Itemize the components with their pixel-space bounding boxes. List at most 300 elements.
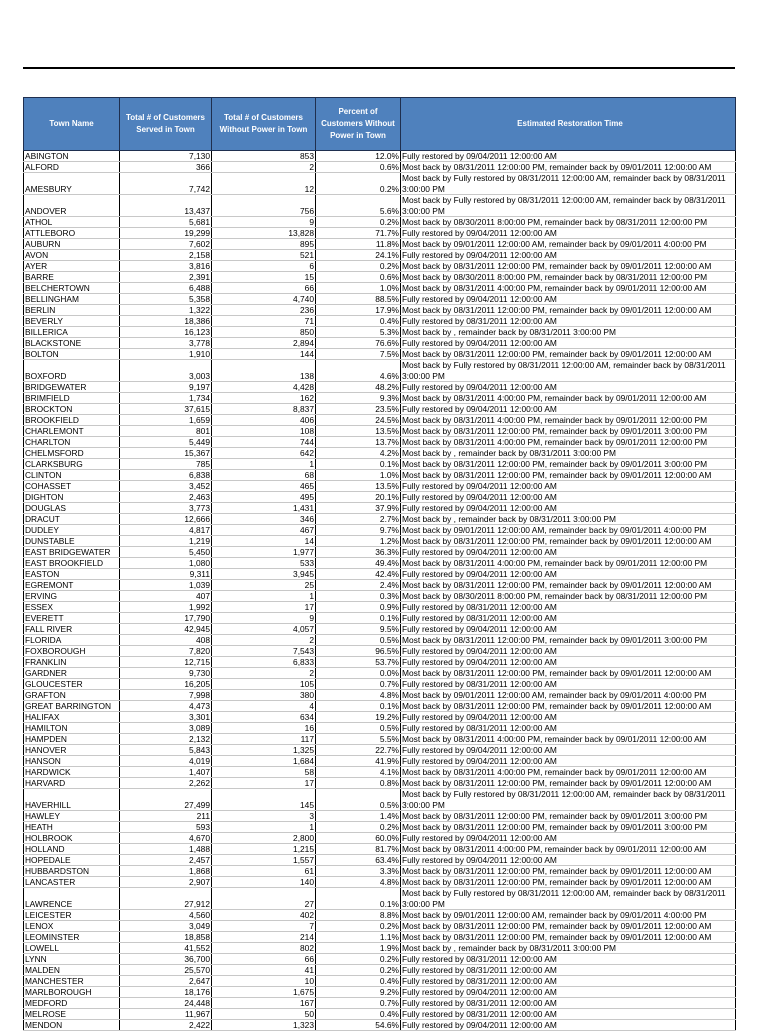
restoration-time-cell: Most back by 08/31/2011 4:00:00 PM, remainder back by 09/01/2011 12:00:00 AM <box>401 393 736 404</box>
table-row <box>24 998 736 1009</box>
percent-cell: 13.5% <box>316 481 401 492</box>
total-cell: 593 <box>120 822 212 833</box>
percent-cell: 5.6% <box>316 195 401 217</box>
town-cell: MELROSE <box>24 1009 120 1020</box>
total-cell: 4,019 <box>120 756 212 767</box>
table-row <box>24 151 736 162</box>
without-cell: 2 <box>212 668 316 679</box>
restoration-time-cell: Most back by 08/31/2011 4:00:00 PM, remainder back by 09/01/2011 12:00:00 AM <box>401 767 736 778</box>
percent-cell: 2.4% <box>316 580 401 591</box>
town-cell: LYNN <box>24 954 120 965</box>
header-town: Town Name <box>24 98 120 151</box>
percent-cell: 0.3% <box>316 591 401 602</box>
town-cell: BROCKTON <box>24 404 120 415</box>
percent-cell: 13.7% <box>316 437 401 448</box>
total-cell: 2,647 <box>120 976 212 987</box>
table-row <box>24 514 736 525</box>
total-cell: 3,773 <box>120 503 212 514</box>
total-cell: 1,407 <box>120 767 212 778</box>
restoration-time-cell: Most back by Fully restored by 08/31/2011 12:00:00 AM, remainder back by 08/31/2011 3:00:00 PM <box>401 888 736 910</box>
percent-cell: 3.3% <box>316 866 401 877</box>
town-cell: BELCHERTOWN <box>24 283 120 294</box>
percent-cell: 0.4% <box>316 1009 401 1020</box>
town-cell: BOLTON <box>24 349 120 360</box>
without-cell: 406 <box>212 415 316 426</box>
town-cell: HANSON <box>24 756 120 767</box>
without-cell: 9 <box>212 217 316 228</box>
town-cell: FRANKLIN <box>24 657 120 668</box>
total-cell: 12,666 <box>120 514 212 525</box>
restoration-time-cell: Most back by 08/31/2011 4:00:00 PM, remainder back by 09/01/2011 12:00:00 PM <box>401 558 736 569</box>
table-row <box>24 283 736 294</box>
without-cell: 3 <box>212 811 316 822</box>
without-cell: 71 <box>212 316 316 327</box>
town-cell: HOLBROOK <box>24 833 120 844</box>
restoration-time-cell: Fully restored by 09/04/2011 12:00:00 AM <box>401 481 736 492</box>
without-cell: 380 <box>212 690 316 701</box>
restoration-time-cell: Fully restored by 09/04/2011 12:00:00 AM <box>401 492 736 503</box>
total-cell: 5,681 <box>120 217 212 228</box>
without-cell: 138 <box>212 360 316 382</box>
town-cell: BEVERLY <box>24 316 120 327</box>
table-row <box>24 954 736 965</box>
town-cell: BROOKFIELD <box>24 415 120 426</box>
total-cell: 1,868 <box>120 866 212 877</box>
table-row <box>24 844 736 855</box>
total-cell: 2,463 <box>120 492 212 503</box>
total-cell: 5,843 <box>120 745 212 756</box>
percent-cell: 1.2% <box>316 536 401 547</box>
percent-cell: 4.6% <box>316 360 401 382</box>
without-cell: 13,828 <box>212 228 316 239</box>
table-row <box>24 734 736 745</box>
table-row <box>24 932 736 943</box>
total-cell: 211 <box>120 811 212 822</box>
table-row <box>24 404 736 415</box>
restoration-time-cell: Most back by 09/01/2011 12:00:00 AM, remainder back by 09/01/2011 4:00:00 PM <box>401 910 736 921</box>
total-cell: 41,552 <box>120 943 212 954</box>
table-row <box>24 272 736 283</box>
total-cell: 1,659 <box>120 415 212 426</box>
percent-cell: 81.7% <box>316 844 401 855</box>
table-row <box>24 723 736 734</box>
header-total: Total # of Customers Served in Town <box>120 98 212 151</box>
town-cell: BARRE <box>24 272 120 283</box>
table-row <box>24 470 736 481</box>
table-row <box>24 591 736 602</box>
total-cell: 16,123 <box>120 327 212 338</box>
table-body <box>24 151 736 1031</box>
table-row <box>24 327 736 338</box>
without-cell: 2 <box>212 162 316 173</box>
total-cell: 7,820 <box>120 646 212 657</box>
without-cell: 6,833 <box>212 657 316 668</box>
without-cell: 7 <box>212 921 316 932</box>
total-cell: 15,367 <box>120 448 212 459</box>
without-cell: 642 <box>212 448 316 459</box>
town-cell: BLACKSTONE <box>24 338 120 349</box>
restoration-time-cell: Fully restored by 09/04/2011 12:00:00 AM <box>401 833 736 844</box>
restoration-time-cell: Fully restored by 08/31/2011 12:00:00 AM <box>401 679 736 690</box>
without-cell: 1,675 <box>212 987 316 998</box>
town-cell: ABINGTON <box>24 151 120 162</box>
restoration-time-cell: Most back by 08/31/2011 4:00:00 PM, remainder back by 09/01/2011 12:00:00 PM <box>401 437 736 448</box>
town-cell: HARDWICK <box>24 767 120 778</box>
table-row <box>24 448 736 459</box>
table-row <box>24 250 736 261</box>
without-cell: 802 <box>212 943 316 954</box>
total-cell: 2,457 <box>120 855 212 866</box>
without-cell: 25 <box>212 580 316 591</box>
without-cell: 41 <box>212 965 316 976</box>
percent-cell: 0.2% <box>316 822 401 833</box>
town-cell: BILLERICA <box>24 327 120 338</box>
table-row <box>24 745 736 756</box>
percent-cell: 41.9% <box>316 756 401 767</box>
town-cell: CLARKSBURG <box>24 459 120 470</box>
town-cell: CHELMSFORD <box>24 448 120 459</box>
without-cell: 1 <box>212 459 316 470</box>
table-row <box>24 789 736 811</box>
restoration-time-cell: Fully restored by 08/31/2011 12:00:00 AM <box>401 613 736 624</box>
total-cell: 1,734 <box>120 393 212 404</box>
restoration-time-cell: Most back by 08/31/2011 12:00:00 PM, remainder back by 09/01/2011 12:00:00 AM <box>401 877 736 888</box>
town-cell: ANDOVER <box>24 195 120 217</box>
restoration-time-cell: Most back by , remainder back by 08/31/2011 3:00:00 PM <box>401 448 736 459</box>
percent-cell: 1.4% <box>316 811 401 822</box>
percent-cell: 5.5% <box>316 734 401 745</box>
restoration-time-cell: Most back by 08/31/2011 12:00:00 PM, remainder back by 09/01/2011 3:00:00 PM <box>401 635 736 646</box>
table-row <box>24 811 736 822</box>
without-cell: 895 <box>212 239 316 250</box>
total-cell: 3,003 <box>120 360 212 382</box>
restoration-time-cell: Fully restored by 08/31/2011 12:00:00 AM <box>401 998 736 1009</box>
without-cell: 144 <box>212 349 316 360</box>
town-cell: HEATH <box>24 822 120 833</box>
town-cell: GLOUCESTER <box>24 679 120 690</box>
town-cell: HOPEDALE <box>24 855 120 866</box>
table-row <box>24 195 736 217</box>
total-cell: 4,473 <box>120 701 212 712</box>
restoration-time-cell: Most back by 08/31/2011 12:00:00 PM, remainder back by 09/01/2011 12:00:00 AM <box>401 536 736 547</box>
restoration-time-cell: Fully restored by 09/04/2011 12:00:00 AM <box>401 987 736 998</box>
restoration-time-cell: Fully restored by 08/31/2011 12:00:00 AM <box>401 1009 736 1020</box>
table-row <box>24 943 736 954</box>
table-row <box>24 778 736 789</box>
table-row <box>24 503 736 514</box>
restoration-time-cell: Most back by 08/31/2011 12:00:00 PM, remainder back by 09/01/2011 12:00:00 AM <box>401 866 736 877</box>
percent-cell: 71.7% <box>316 228 401 239</box>
town-cell: LENOX <box>24 921 120 932</box>
total-cell: 37,615 <box>120 404 212 415</box>
restoration-time-cell: Most back by 09/01/2011 12:00:00 AM, remainder back by 09/01/2011 4:00:00 PM <box>401 525 736 536</box>
table-row <box>24 228 736 239</box>
restoration-time-cell: Most back by 08/31/2011 12:00:00 PM, remainder back by 09/01/2011 12:00:00 AM <box>401 668 736 679</box>
without-cell: 162 <box>212 393 316 404</box>
table-row <box>24 965 736 976</box>
total-cell: 6,488 <box>120 283 212 294</box>
table-row <box>24 822 736 833</box>
percent-cell: 1.0% <box>316 283 401 294</box>
restoration-time-cell: Most back by Fully restored by 08/31/2011 12:00:00 AM, remainder back by 08/31/2011 3:00:00 PM <box>401 195 736 217</box>
restoration-time-cell: Fully restored by 09/04/2011 12:00:00 AM <box>401 294 736 305</box>
table-row <box>24 338 736 349</box>
restoration-time-cell: Most back by 08/31/2011 12:00:00 PM, remainder back by 09/01/2011 12:00:00 AM <box>401 349 736 360</box>
total-cell: 3,089 <box>120 723 212 734</box>
table-row <box>24 393 736 404</box>
percent-cell: 24.1% <box>316 250 401 261</box>
total-cell: 801 <box>120 426 212 437</box>
without-cell: 1 <box>212 822 316 833</box>
restoration-time-cell: Most back by 08/31/2011 12:00:00 PM, remainder back by 09/01/2011 12:00:00 AM <box>401 261 736 272</box>
town-cell: HALIFAX <box>24 712 120 723</box>
total-cell: 4,560 <box>120 910 212 921</box>
percent-cell: 1.0% <box>316 470 401 481</box>
percent-cell: 48.2% <box>316 382 401 393</box>
table-row <box>24 877 736 888</box>
restoration-time-cell: Most back by Fully restored by 08/31/2011 12:00:00 AM, remainder back by 08/31/2011 3:00:00 PM <box>401 360 736 382</box>
restoration-time-cell: Fully restored by 09/04/2011 12:00:00 AM <box>401 624 736 635</box>
restoration-time-cell: Most back by , remainder back by 08/31/2011 3:00:00 PM <box>401 514 736 525</box>
percent-cell: 24.5% <box>316 415 401 426</box>
percent-cell: 9.2% <box>316 987 401 998</box>
town-cell: DOUGLAS <box>24 503 120 514</box>
percent-cell: 4.8% <box>316 877 401 888</box>
percent-cell: 0.7% <box>316 679 401 690</box>
percent-cell: 0.6% <box>316 272 401 283</box>
town-cell: BERLIN <box>24 305 120 316</box>
town-cell: MARLBOROUGH <box>24 987 120 998</box>
total-cell: 27,912 <box>120 888 212 910</box>
total-cell: 407 <box>120 591 212 602</box>
percent-cell: 60.0% <box>316 833 401 844</box>
percent-cell: 20.1% <box>316 492 401 503</box>
without-cell: 50 <box>212 1009 316 1020</box>
percent-cell: 0.2% <box>316 954 401 965</box>
percent-cell: 54.6% <box>316 1020 401 1031</box>
town-cell: DIGHTON <box>24 492 120 503</box>
table-row <box>24 679 736 690</box>
percent-cell: 76.6% <box>316 338 401 349</box>
without-cell: 467 <box>212 525 316 536</box>
without-cell: 853 <box>212 151 316 162</box>
total-cell: 1,322 <box>120 305 212 316</box>
town-cell: CLINTON <box>24 470 120 481</box>
percent-cell: 7.5% <box>316 349 401 360</box>
percent-cell: 1.9% <box>316 943 401 954</box>
town-cell: ERVING <box>24 591 120 602</box>
restoration-time-cell: Most back by 08/31/2011 4:00:00 PM, remainder back by 09/01/2011 12:00:00 AM <box>401 283 736 294</box>
without-cell: 402 <box>212 910 316 921</box>
percent-cell: 0.1% <box>316 701 401 712</box>
restoration-time-cell: Most back by 08/30/2011 8:00:00 PM, remainder back by 08/31/2011 12:00:00 PM <box>401 272 736 283</box>
table-row <box>24 624 736 635</box>
town-cell: LEOMINSTER <box>24 932 120 943</box>
table-row <box>24 910 736 921</box>
without-cell: 10 <box>212 976 316 987</box>
total-cell: 6,838 <box>120 470 212 481</box>
percent-cell: 53.7% <box>316 657 401 668</box>
total-cell: 4,670 <box>120 833 212 844</box>
town-cell: HAMPDEN <box>24 734 120 745</box>
total-cell: 1,910 <box>120 349 212 360</box>
total-cell: 3,816 <box>120 261 212 272</box>
percent-cell: 42.4% <box>316 569 401 580</box>
table-row <box>24 569 736 580</box>
total-cell: 1,080 <box>120 558 212 569</box>
total-cell: 11,967 <box>120 1009 212 1020</box>
table-row <box>24 481 736 492</box>
total-cell: 1,219 <box>120 536 212 547</box>
town-cell: LAWRENCE <box>24 888 120 910</box>
percent-cell: 0.2% <box>316 217 401 228</box>
restoration-time-cell: Fully restored by 09/04/2011 12:00:00 AM <box>401 503 736 514</box>
total-cell: 13,437 <box>120 195 212 217</box>
without-cell: 2,800 <box>212 833 316 844</box>
restoration-time-cell: Most back by 08/31/2011 12:00:00 PM, remainder back by 09/01/2011 12:00:00 AM <box>401 162 736 173</box>
without-cell: 108 <box>212 426 316 437</box>
table-row <box>24 712 736 723</box>
percent-cell: 12.0% <box>316 151 401 162</box>
total-cell: 24,448 <box>120 998 212 1009</box>
table-row <box>24 646 736 657</box>
without-cell: 61 <box>212 866 316 877</box>
restoration-time-cell: Most back by 08/31/2011 12:00:00 PM, remainder back by 09/01/2011 12:00:00 AM <box>401 580 736 591</box>
total-cell: 18,386 <box>120 316 212 327</box>
percent-cell: 1.1% <box>316 932 401 943</box>
table-row <box>24 921 736 932</box>
table-row <box>24 305 736 316</box>
restoration-time-cell: Fully restored by 08/31/2011 12:00:00 AM <box>401 316 736 327</box>
without-cell: 66 <box>212 283 316 294</box>
town-cell: HAMILTON <box>24 723 120 734</box>
without-cell: 1,684 <box>212 756 316 767</box>
without-cell: 2 <box>212 635 316 646</box>
percent-cell: 13.5% <box>316 426 401 437</box>
town-cell: LANCASTER <box>24 877 120 888</box>
restoration-time-cell: Most back by 09/01/2011 12:00:00 AM, remainder back by 09/01/2011 4:00:00 PM <box>401 690 736 701</box>
town-cell: LEICESTER <box>24 910 120 921</box>
table-row <box>24 767 736 778</box>
percent-cell: 0.5% <box>316 723 401 734</box>
table-row <box>24 294 736 305</box>
restoration-time-cell: Fully restored by 09/04/2011 12:00:00 AM <box>401 646 736 657</box>
total-cell: 7,602 <box>120 239 212 250</box>
restoration-time-cell: Fully restored by 08/31/2011 12:00:00 AM <box>401 965 736 976</box>
without-cell: 15 <box>212 272 316 283</box>
town-cell: ATHOL <box>24 217 120 228</box>
town-cell: CHARLEMONT <box>24 426 120 437</box>
total-cell: 3,301 <box>120 712 212 723</box>
restoration-time-cell: Most back by , remainder back by 08/31/2011 3:00:00 PM <box>401 327 736 338</box>
total-cell: 16,205 <box>120 679 212 690</box>
without-cell: 1,215 <box>212 844 316 855</box>
town-cell: HANOVER <box>24 745 120 756</box>
table-row <box>24 217 736 228</box>
without-cell: 4,740 <box>212 294 316 305</box>
total-cell: 7,742 <box>120 173 212 195</box>
percent-cell: 0.1% <box>316 888 401 910</box>
restoration-time-cell: Fully restored by 08/31/2011 12:00:00 AM <box>401 954 736 965</box>
percent-cell: 88.5% <box>316 294 401 305</box>
without-cell: 2,894 <box>212 338 316 349</box>
restoration-time-cell: Fully restored by 08/31/2011 12:00:00 AM <box>401 976 736 987</box>
table-row <box>24 162 736 173</box>
without-cell: 495 <box>212 492 316 503</box>
town-cell: COHASSET <box>24 481 120 492</box>
without-cell: 8,837 <box>212 404 316 415</box>
percent-cell: 0.2% <box>316 965 401 976</box>
town-cell: EAST BROOKFIELD <box>24 558 120 569</box>
total-cell: 9,730 <box>120 668 212 679</box>
table-row <box>24 382 736 393</box>
town-cell: GREAT BARRINGTON <box>24 701 120 712</box>
without-cell: 1,557 <box>212 855 316 866</box>
table-row <box>24 833 736 844</box>
without-cell: 1 <box>212 591 316 602</box>
restoration-time-cell: Fully restored by 09/04/2011 12:00:00 AM <box>401 756 736 767</box>
percent-cell: 11.8% <box>316 239 401 250</box>
without-cell: 850 <box>212 327 316 338</box>
table-row <box>24 437 736 448</box>
without-cell: 58 <box>212 767 316 778</box>
restoration-time-cell: Fully restored by 08/31/2011 12:00:00 AM <box>401 602 736 613</box>
restoration-time-cell: Most back by 08/31/2011 12:00:00 PM, remainder back by 09/01/2011 12:00:00 AM <box>401 932 736 943</box>
percent-cell: 0.2% <box>316 921 401 932</box>
percent-cell: 0.1% <box>316 613 401 624</box>
without-cell: 3,945 <box>212 569 316 580</box>
without-cell: 1,325 <box>212 745 316 756</box>
percent-cell: 4.8% <box>316 690 401 701</box>
percent-cell: 9.5% <box>316 624 401 635</box>
town-cell: HOLLAND <box>24 844 120 855</box>
restoration-time-cell: Most back by , remainder back by 08/31/2011 3:00:00 PM <box>401 943 736 954</box>
total-cell: 42,945 <box>120 624 212 635</box>
percent-cell: 0.1% <box>316 459 401 470</box>
percent-cell: 0.7% <box>316 998 401 1009</box>
restoration-time-cell: Most back by Fully restored by 08/31/2011 12:00:00 AM, remainder back by 08/31/2011 3:00:00 PM <box>401 173 736 195</box>
without-cell: 4 <box>212 701 316 712</box>
without-cell: 140 <box>212 877 316 888</box>
percent-cell: 4.2% <box>316 448 401 459</box>
without-cell: 1,977 <box>212 547 316 558</box>
percent-cell: 0.0% <box>316 668 401 679</box>
without-cell: 236 <box>212 305 316 316</box>
total-cell: 25,570 <box>120 965 212 976</box>
total-cell: 7,998 <box>120 690 212 701</box>
restoration-time-cell: Most back by 08/31/2011 12:00:00 PM, remainder back by 09/01/2011 3:00:00 PM <box>401 811 736 822</box>
percent-cell: 0.2% <box>316 261 401 272</box>
total-cell: 18,176 <box>120 987 212 998</box>
restoration-time-cell: Most back by 08/31/2011 12:00:00 PM, remainder back by 09/01/2011 12:00:00 AM <box>401 701 736 712</box>
header-row <box>24 98 736 151</box>
town-cell: AUBURN <box>24 239 120 250</box>
table-row <box>24 866 736 877</box>
town-cell: HARVARD <box>24 778 120 789</box>
restoration-time-cell: Most back by 08/31/2011 12:00:00 PM, remainder back by 09/01/2011 12:00:00 AM <box>401 305 736 316</box>
total-cell: 1,992 <box>120 602 212 613</box>
restoration-time-cell: Fully restored by 09/04/2011 12:00:00 AM <box>401 382 736 393</box>
percent-cell: 9.3% <box>316 393 401 404</box>
town-cell: MEDFORD <box>24 998 120 1009</box>
town-cell: BRIMFIELD <box>24 393 120 404</box>
restoration-time-cell: Fully restored by 09/04/2011 12:00:00 AM <box>401 569 736 580</box>
table-row <box>24 349 736 360</box>
total-cell: 5,450 <box>120 547 212 558</box>
without-cell: 214 <box>212 932 316 943</box>
town-cell: DUNSTABLE <box>24 536 120 547</box>
town-cell: ESSEX <box>24 602 120 613</box>
